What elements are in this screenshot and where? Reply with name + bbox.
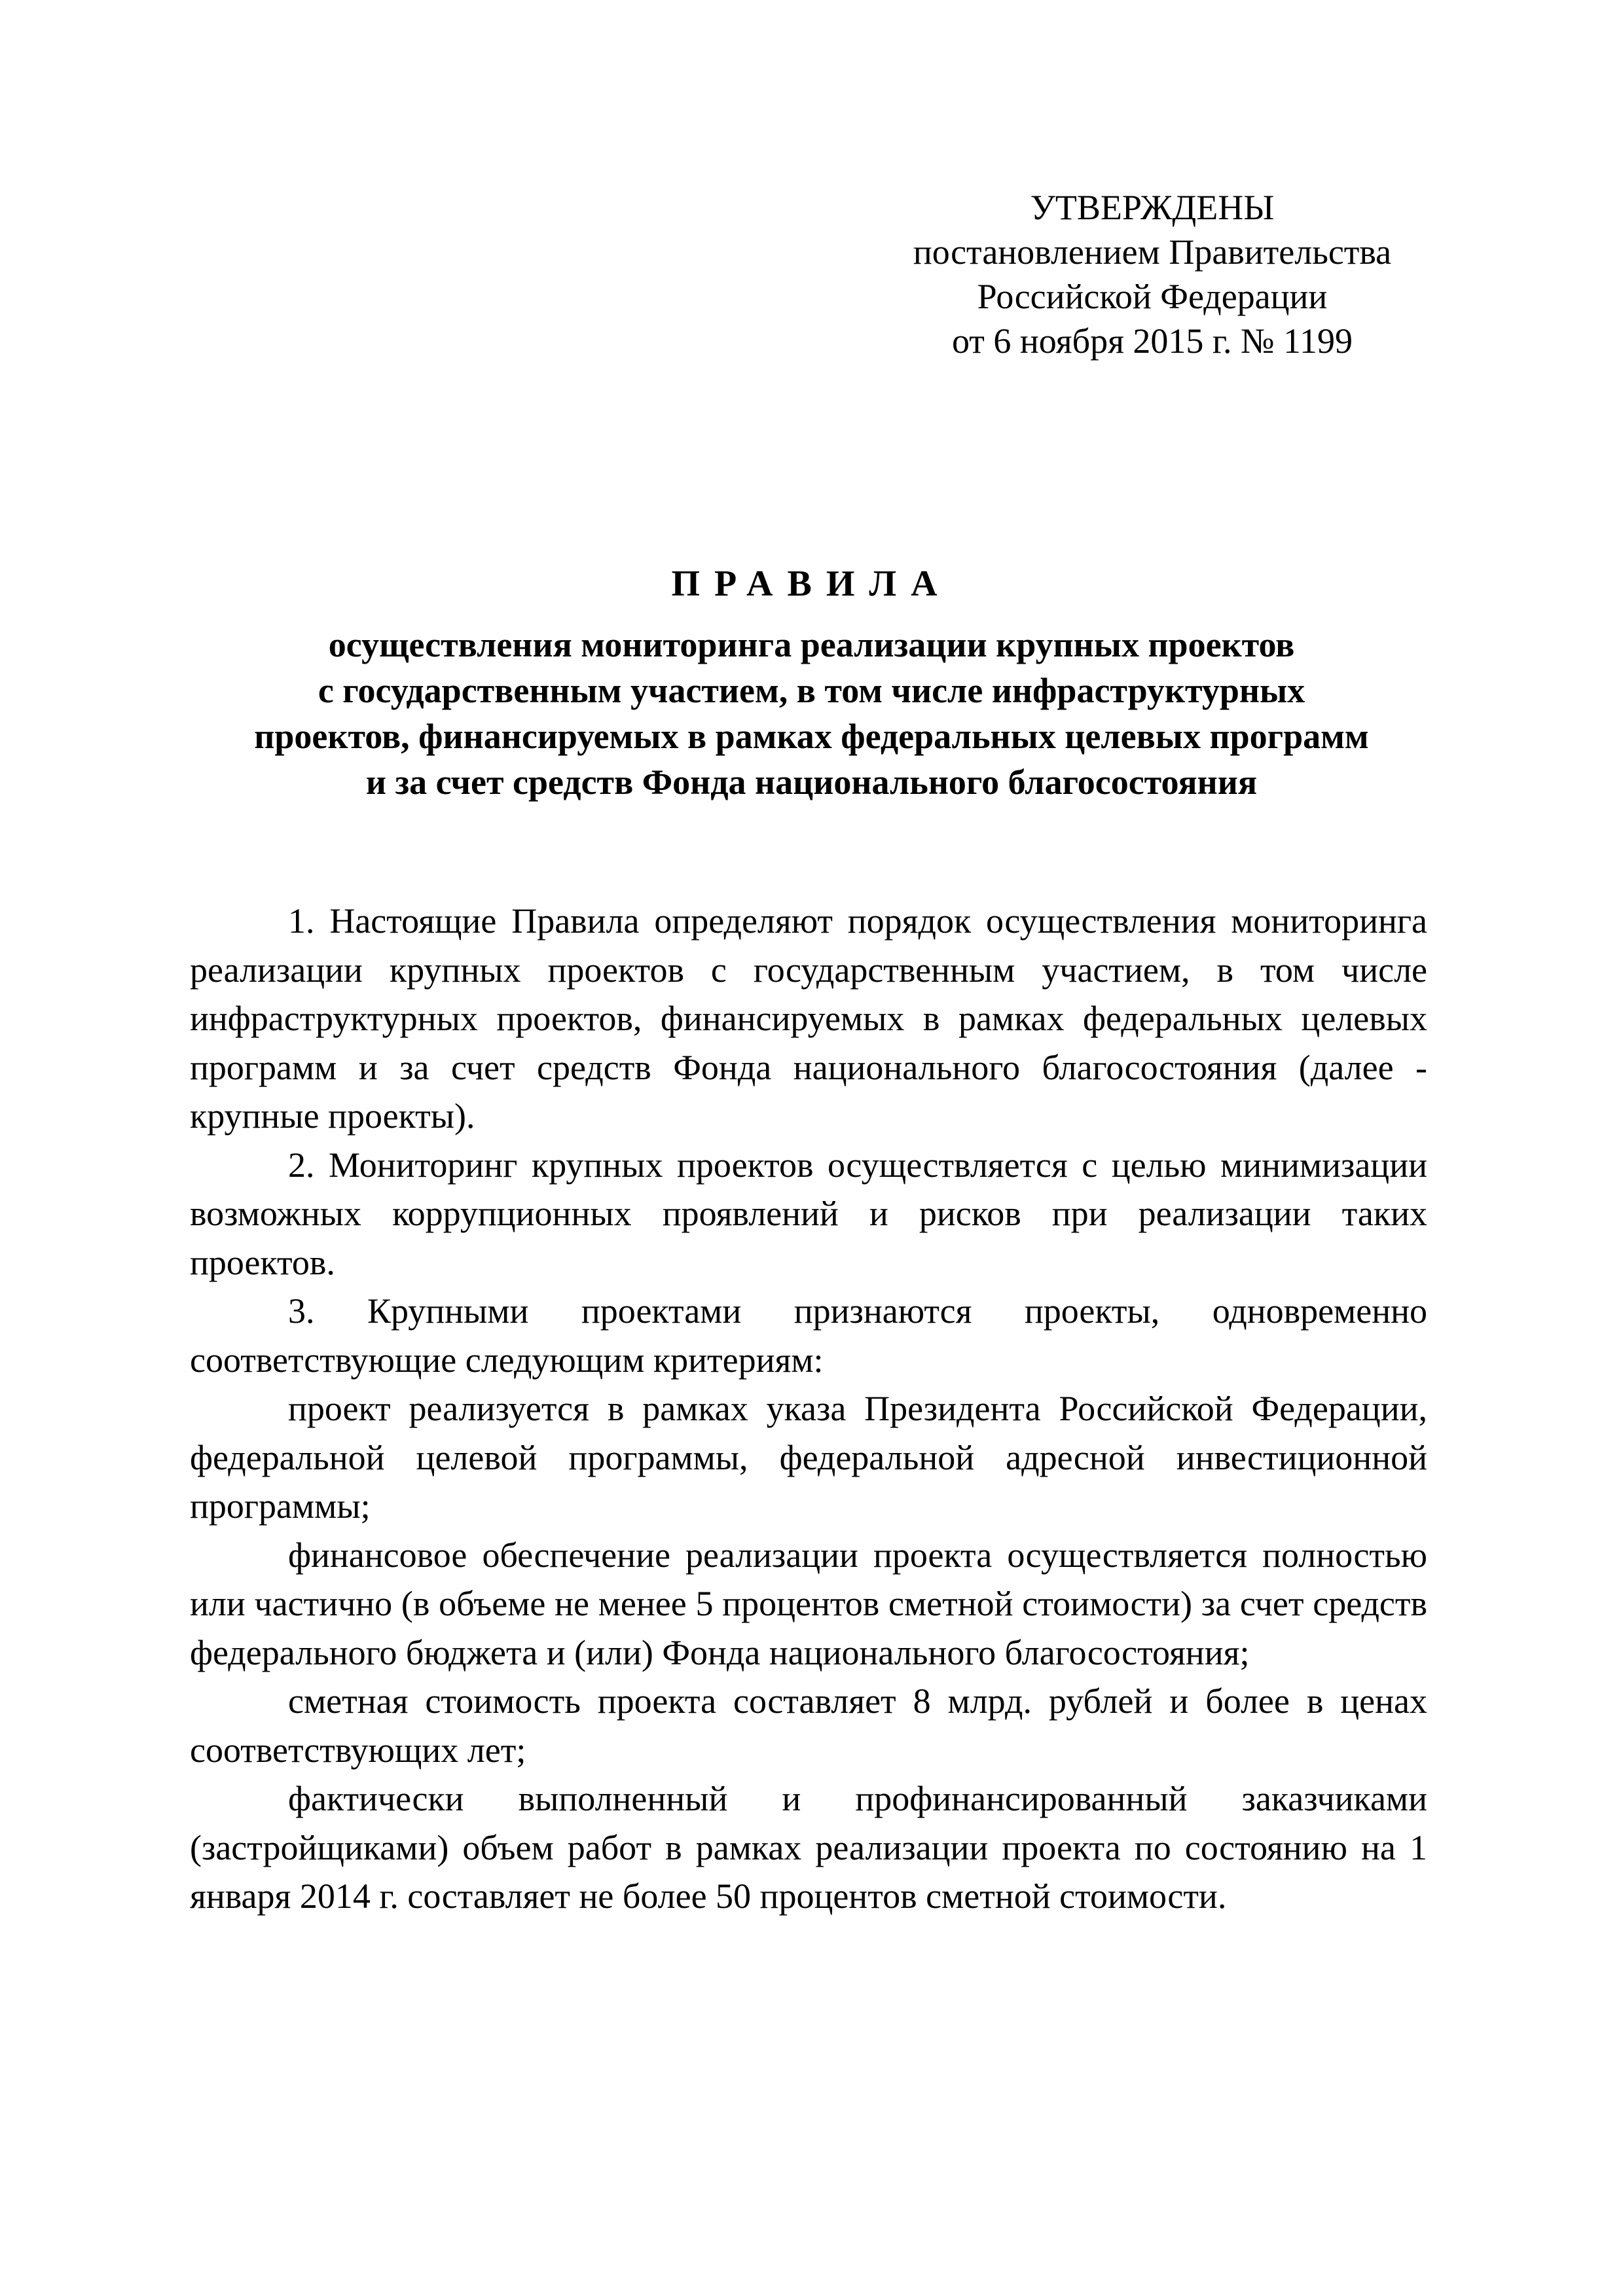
approval-resolution-line: постановлением Правительства	[913, 232, 1392, 272]
paragraph-1: 1. Настоящие Правила определяют порядок осуществления мониторинга реализации крупных проектов с государственным участием, в том числе инфраструктурных проектов, финансируемых в рамках федеральных целевых программ и за счет средств Фонда национального благосостояния (далее - крупные проекты).	[190, 901, 1427, 1136]
approval-heading: УТВЕРЖДЕНЫ	[1030, 188, 1275, 227]
paragraph-2: 2. Мониторинг крупных проектов осуществляется с целью минимизации возможных коррупционных проявлений и рисков при реализации таких проектов.	[190, 1145, 1427, 1282]
criterion-progress: фактически выполненный и профинансированный заказчиками (застройщиками) объем работ в рамках реализации проекта по состоянию на 1 января 2014 г. составляет не более 50 процентов сметной стоимости.	[190, 1779, 1427, 1916]
document-subtitle	[131, 622, 1492, 805]
approval-date-number: от 6 ноября 2015 г. № 1199	[952, 321, 1353, 361]
criterion-decree: проект реализуется в рамках указа Президента Российской Федерации, федеральной целевой программы, федеральной адресной инвестиционной программы;	[190, 1389, 1427, 1526]
approval-block	[851, 185, 1453, 363]
criterion-cost: сметная стоимость проекта составляет 8 млрд. рублей и более в ценах соответствующих лет;	[190, 1681, 1427, 1770]
subtitle-line: проектов, финансируемых в рамках федеральных целевых программ	[254, 717, 1369, 756]
criterion-funding: финансовое обеспечение реализации проекта осуществляется полностью или частично (в объеме не менее 5 процентов сметной стоимости) за счет средств федерального бюджета и (или) Фонда национального благосостояния;	[190, 1535, 1427, 1672]
subtitle-line: с государственным участием, в том числе инфраструктурных	[318, 671, 1305, 710]
subtitle-line: и за счет средств Фонда национального благосостояния	[365, 762, 1258, 802]
paragraph-3: 3. Крупными проектами признаются проекты, одновременно соответствующие следующим критериям:	[190, 1291, 1427, 1380]
approval-government-line: Российской Федерации	[977, 277, 1328, 316]
document-title: ПРАВИЛА	[671, 564, 952, 604]
document-body	[190, 897, 1427, 1921]
subtitle-line: осуществления мониторинга реализации крупных проектов	[328, 625, 1295, 664]
